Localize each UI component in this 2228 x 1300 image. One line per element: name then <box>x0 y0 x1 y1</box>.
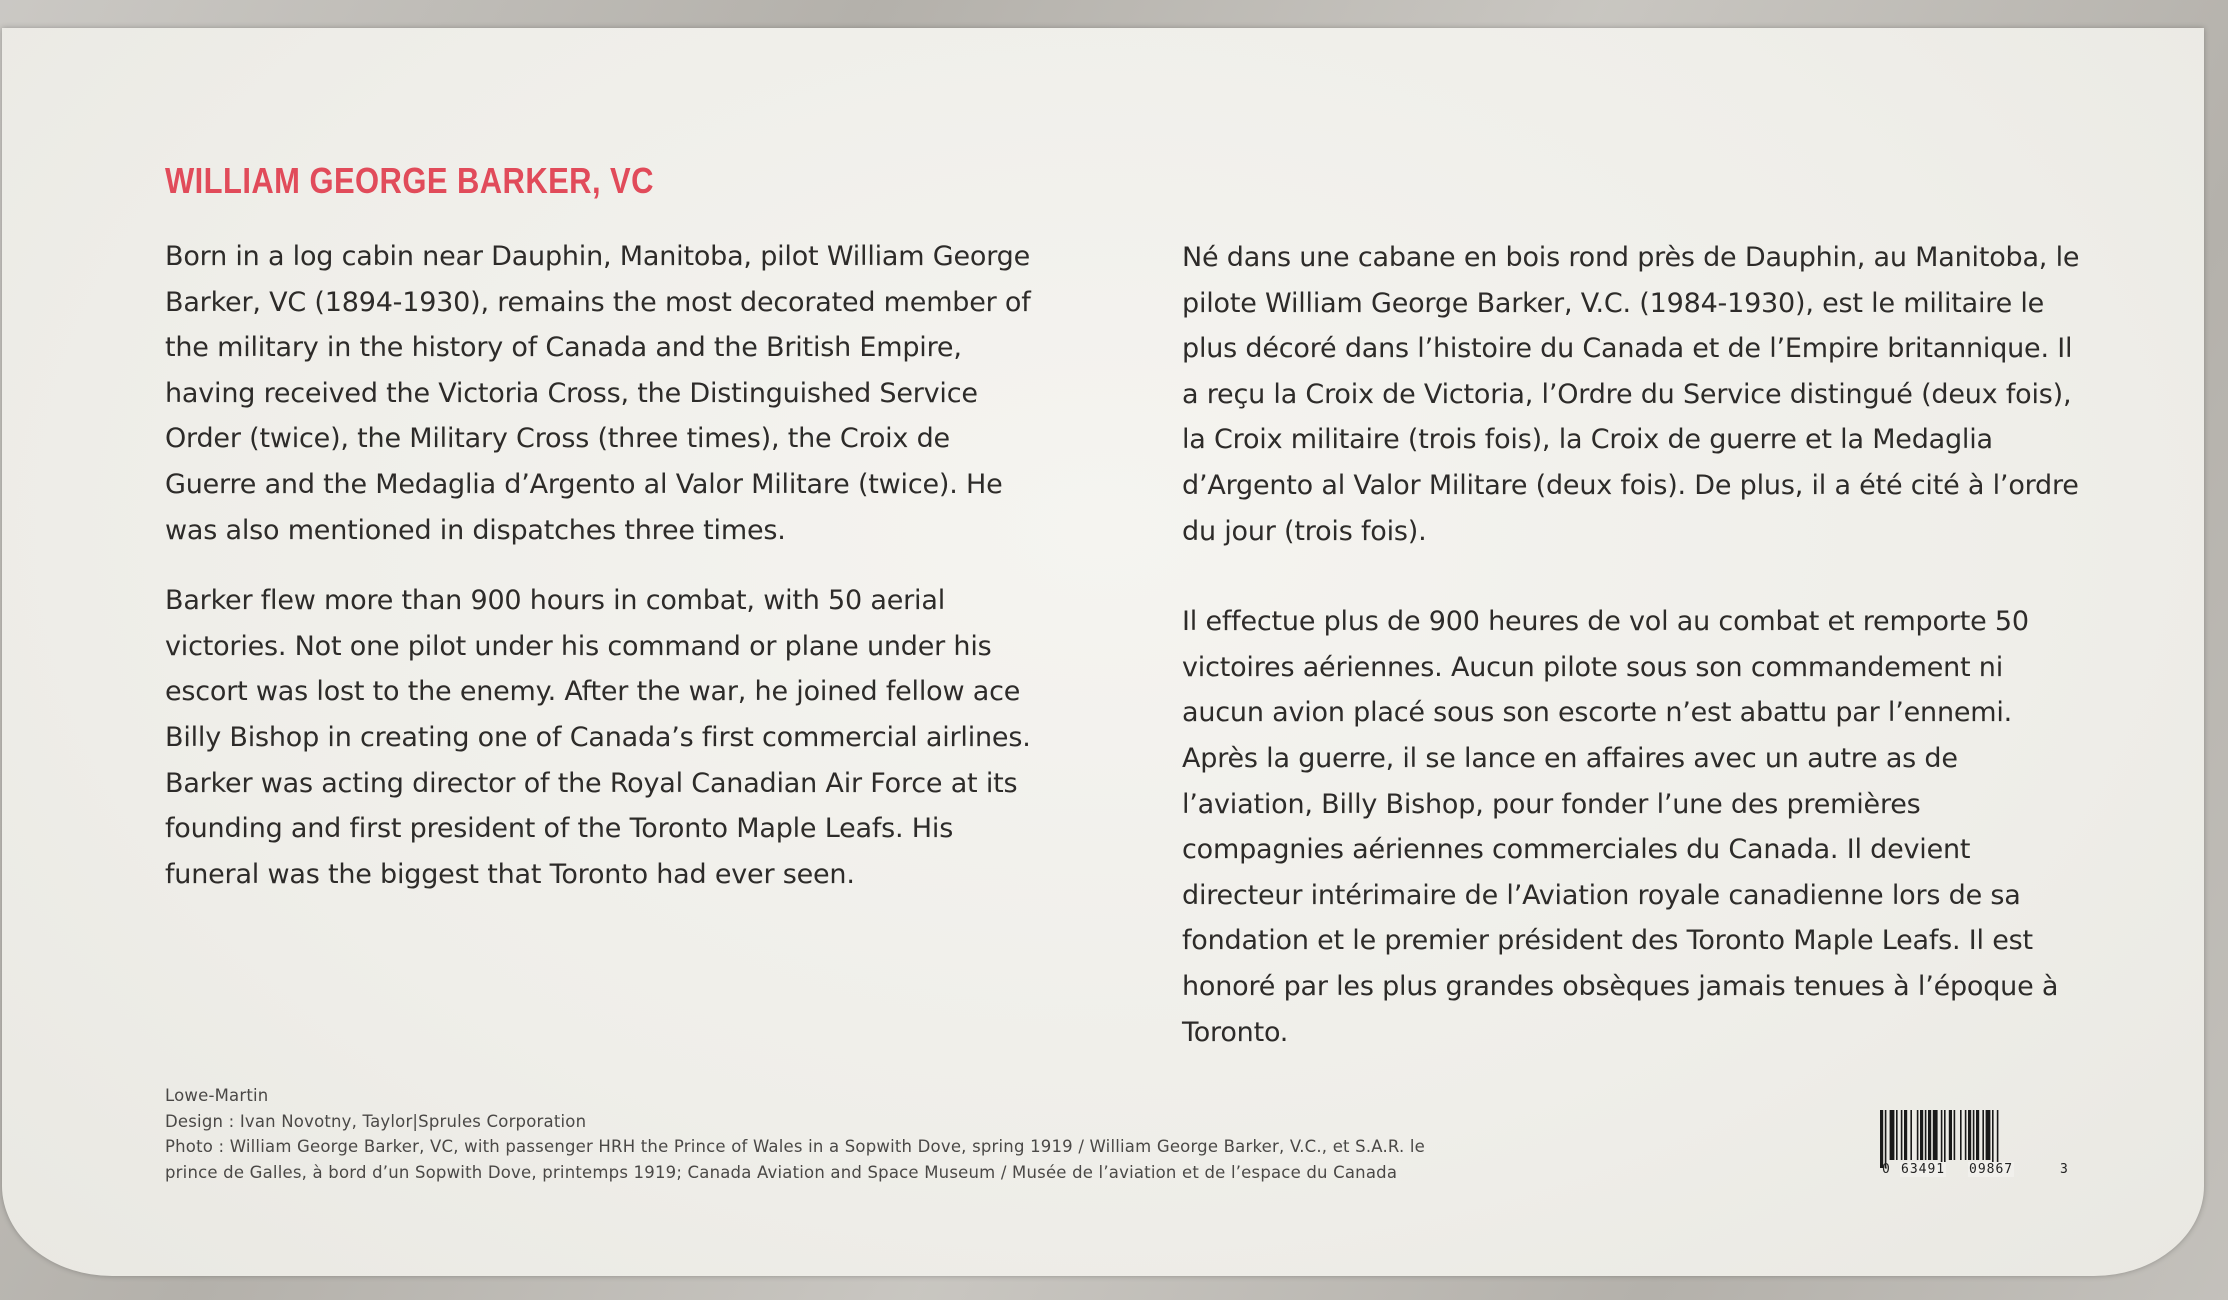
photo-credit-line-1: Photo : William George Barker, VC, with passenger HRH the Prince of Wales in a Sopwith Dove, spring 1919 / William George Barker, V.C., et S.A.R. le <box>165 1137 1426 1156</box>
barcode-right-group: 09867 <box>1969 1162 2014 1177</box>
barcode-bar <box>1954 1110 1956 1160</box>
barcode-bar <box>1944 1110 1946 1168</box>
credits-block <box>165 1083 1565 1185</box>
french-paragraph-2: Il effectue plus de 900 heures de vol au combat et remporte 50 victoires aériennes. Aucun pilote sous son commandement ni aucun avion placé sous son escorte n’est abattu par l’ennemi. Après la guerre, il se lance en affaires avec un autre as de l’aviation, Billy Bishop, pour fonder l’une des premières compagnies aériennes commerciales du Canada. Il devient directeur intérimaire de l’Aviation royale canadienne lors de sa fondation et le premier président des Toronto Maple Leafs. Il est honoré par les plus grandes obsèques jamais tenues à l’époque à Toronto. <box>1182 606 2059 1048</box>
barcode-bar <box>1968 1110 1971 1160</box>
barcode-bar <box>1910 1110 1912 1160</box>
barcode-bar <box>1933 1110 1938 1160</box>
french-text-column <box>1182 235 2082 1055</box>
french-paragraph-1: Né dans une cabane en bois rond près de Dauphin, au Manitoba, le pilote William George Barker, V.C. (1984-1930), est le militaire le plus décoré dans l’histoire du Canada et de l’Empire britannique. Il a reçu la Croix de Victoria, l’Ordre du Service distingué (deux fois), la Croix militaire (trois fois), la Croix de guerre et la Medaglia d’Argento al Valor Militare (deux fois). De plus, il a été cité à l’ordre du jour (trois fois). <box>1182 242 2080 547</box>
barcode-bar <box>1960 1110 1962 1160</box>
english-paragraph-1: Born in a log cabin near Dauphin, Manitoba, pilot William George Barker, VC (1894-1930), remains the most decorated member of the military in the history of Canada and the British Empire, having received the Victoria Cross, the Distinguished Service Order (twice), the Military Cross (three times), the Croix de Guerre and the Medaglia d’Argento al Valor Militare (twice). He was also mentioned in dispatches three times. <box>165 241 1031 546</box>
barcode-bar <box>1928 1110 1931 1160</box>
barcode-bar <box>1880 1110 1883 1168</box>
barcode-bar <box>1973 1110 1975 1160</box>
barcode-bar <box>1901 1110 1903 1160</box>
barcode-bar <box>1890 1110 1895 1160</box>
barcode-bar <box>1992 1110 1994 1168</box>
barcode <box>1870 1110 2070 1182</box>
barcode-last-digit: 3 <box>2060 1162 2068 1177</box>
english-paragraph-2: Barker flew more than 900 hours in combat, with 50 aerial victories. Not one pilot under his command or plane under his escort was lost to the enemy. After the war, he joined fellow ace Billy Bishop in creating one of Canada’s first commercial airlines. Barker was acting director of the Royal Canadian Air Force at its founding and first president of the Toronto Maple Leafs. His funeral was the biggest that Toronto had ever seen. <box>165 585 1031 890</box>
printer-credit: Lowe-Martin <box>165 1086 269 1105</box>
barcode-bar <box>1904 1110 1907 1160</box>
barcode-bar <box>1920 1110 1923 1160</box>
english-text-column <box>165 234 1045 897</box>
barcode-bar <box>1925 1110 1927 1160</box>
design-credit: Design : Ivan Novotny, Taylor|Sprules Corporation <box>165 1111 587 1131</box>
barcode-bar <box>1941 1110 1943 1168</box>
barcode-left-group: 63491 <box>1901 1162 1946 1177</box>
barcode-bar <box>1885 1110 1887 1168</box>
photo-credit-line-2: prince de Galles, à bord d’un Sopwith Dove, printemps 1919; Canada Aviation and Space Museum / Musée de l’aviation et de l’espace du Canada <box>165 1162 1398 1182</box>
barcode-bar <box>1986 1110 1991 1160</box>
barcode-bar <box>1982 1110 1984 1160</box>
info-card <box>2 28 2204 1276</box>
barcode-bar <box>1949 1110 1952 1160</box>
barcode-bar <box>1976 1110 1979 1160</box>
barcode-bar <box>1917 1110 1919 1160</box>
barcode-bar <box>1997 1110 1999 1168</box>
barcode-bar <box>1965 1110 1967 1160</box>
page-title: WILLIAM GEORGE BARKER, VC <box>165 160 654 201</box>
barcode-first-digit: 0 <box>1882 1162 1890 1177</box>
barcode-bar <box>1896 1110 1898 1160</box>
